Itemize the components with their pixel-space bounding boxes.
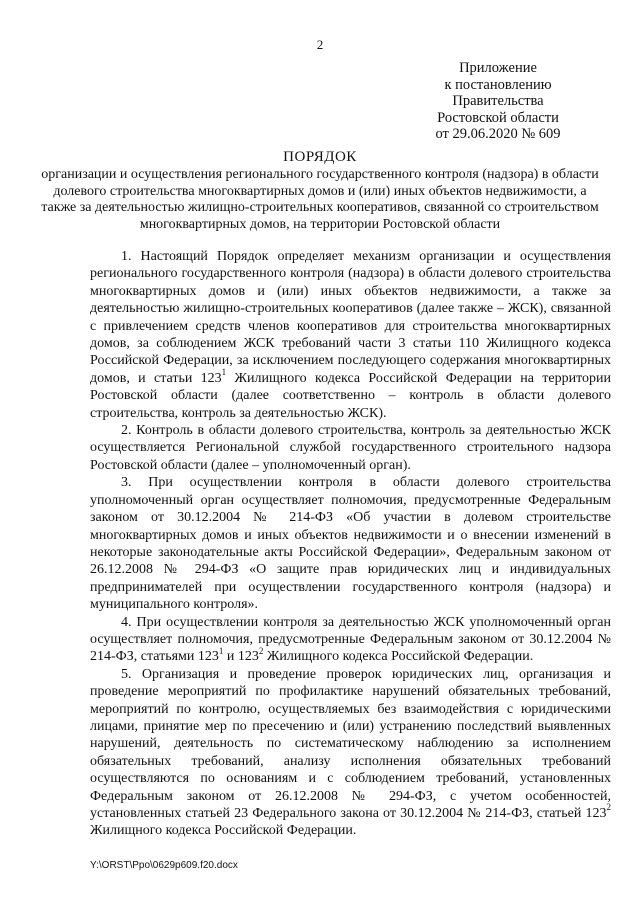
superscript: 2 [258,645,264,656]
paragraph-text: 5. Организация и проведение проверок юридических лиц, организация и проведение мероприятий по профилактике нарушений обязательных требований, мероприятий по контролю, осуществляемых без взаимодействия с юридическими лицами, принятие мер по пресечению и (или) устранению последствий выявленных нарушений, деятельность по систематическому наблюдению за исполнением обязательных требований, анализу исполнения обязательных требований осуществляются по основаниям и с соблюдением требований, установленных Федеральным законом от 26.12.2008 № 294-ФЗ, с учетом особенностей, установленных статьей 23 Федерального закона от 30.12.2004 № 214-ФЗ, статьей 123 [90,666,611,821]
appendix-line: Ростовской области [437,109,559,126]
paragraph-1 [90,248,611,422]
file-path-footer: Y:\ORST\Ppo\0629p609.f20.docx [90,860,238,871]
paragraph-text: Жилищного кодекса Российской Федерации. [263,649,534,665]
appendix-line: к постановлению [444,76,552,93]
superscript: 1 [218,645,224,656]
paragraph-text: 1. Настоящий Порядок определяет механизм организации и осуществления регионального государственного контроля (надзора) в области долевого строительства многоквартирных домов и (или) иных объектов недвижимости, а также за деятельностью жилищно-строительных кооперативов (далее также – ЖСК), связанной с привлечением средств членов кооперативов для строительства многоквартирных домов, за соблюдением ЖСК требований части 3 статьи 110 Жилищного кодекса Российской Федерации, за исключением последующего содержания многоквартирных домов, и статьи 123 [90,249,611,386]
superscript: 2 [606,802,611,813]
paragraph-5 [90,666,611,840]
document-subtitle: организации и осуществления регионального государственного контроля (надзора) в области долевого строительства многоквартирных домов и (или) иных объектов недвижимости, а также за деятельностью жилищно-строительных кооперативов, связанной со строительством многоквартирных домов, на территории Ростовской области [41,167,599,232]
paragraph-text: и 123 [223,649,259,665]
paragraph-2: 2. Контроль в области долевого строительства, контроль за деятельностью ЖСК осуществляется Региональной службой государственного строительного надзора Ростовской области (далее – уполномоченный орган). [90,423,611,473]
appendix-line: Приложение [459,60,537,76]
document-body [90,248,611,840]
paragraph-text: Жилищного кодекса Российской Федерации. [90,823,357,839]
document-title: ПОРЯДОК [283,149,357,165]
paragraph-4 [90,614,611,666]
appendix-block [418,60,578,143]
paragraph-text: 4. При осуществлении контроля за деятельностью ЖСК уполномоченный орган осуществляет полномочия, предусмотренные Федеральным законом от 30.12.2004 № 214-ФЗ, статьями 123 [90,614,611,665]
appendix-line: от 29.06.2020 № 609 [435,126,561,143]
page-number: 2 [316,37,324,52]
appendix-line: Правительства [452,93,544,110]
paragraph-3: 3. При осуществлении контроля в области долевого строительства уполномоченный орган осуществляет полномочия, предусмотренные Федеральным законом от 30.12.2004 № 214-ФЗ «Об участии в долевом строительстве многоквартирных домов и иных объектов недвижимости и о внесении изменений в некоторые законодательные акты Российской Федерации», Федеральным законом от 26.12.2008 № 294-ФЗ «О защите прав юридических лиц и индивидуальных предпринимателей при осуществлении государственного контроля (надзора) и муниципального контроля». [90,475,611,613]
superscript: 1 [221,367,227,378]
paragraph-text: Жилищного кодекса Российской Федерации на территории Ростовской области (далее соответственно – контроль в области долевого строительства, контроль за деятельностью ЖСК). [90,370,611,421]
